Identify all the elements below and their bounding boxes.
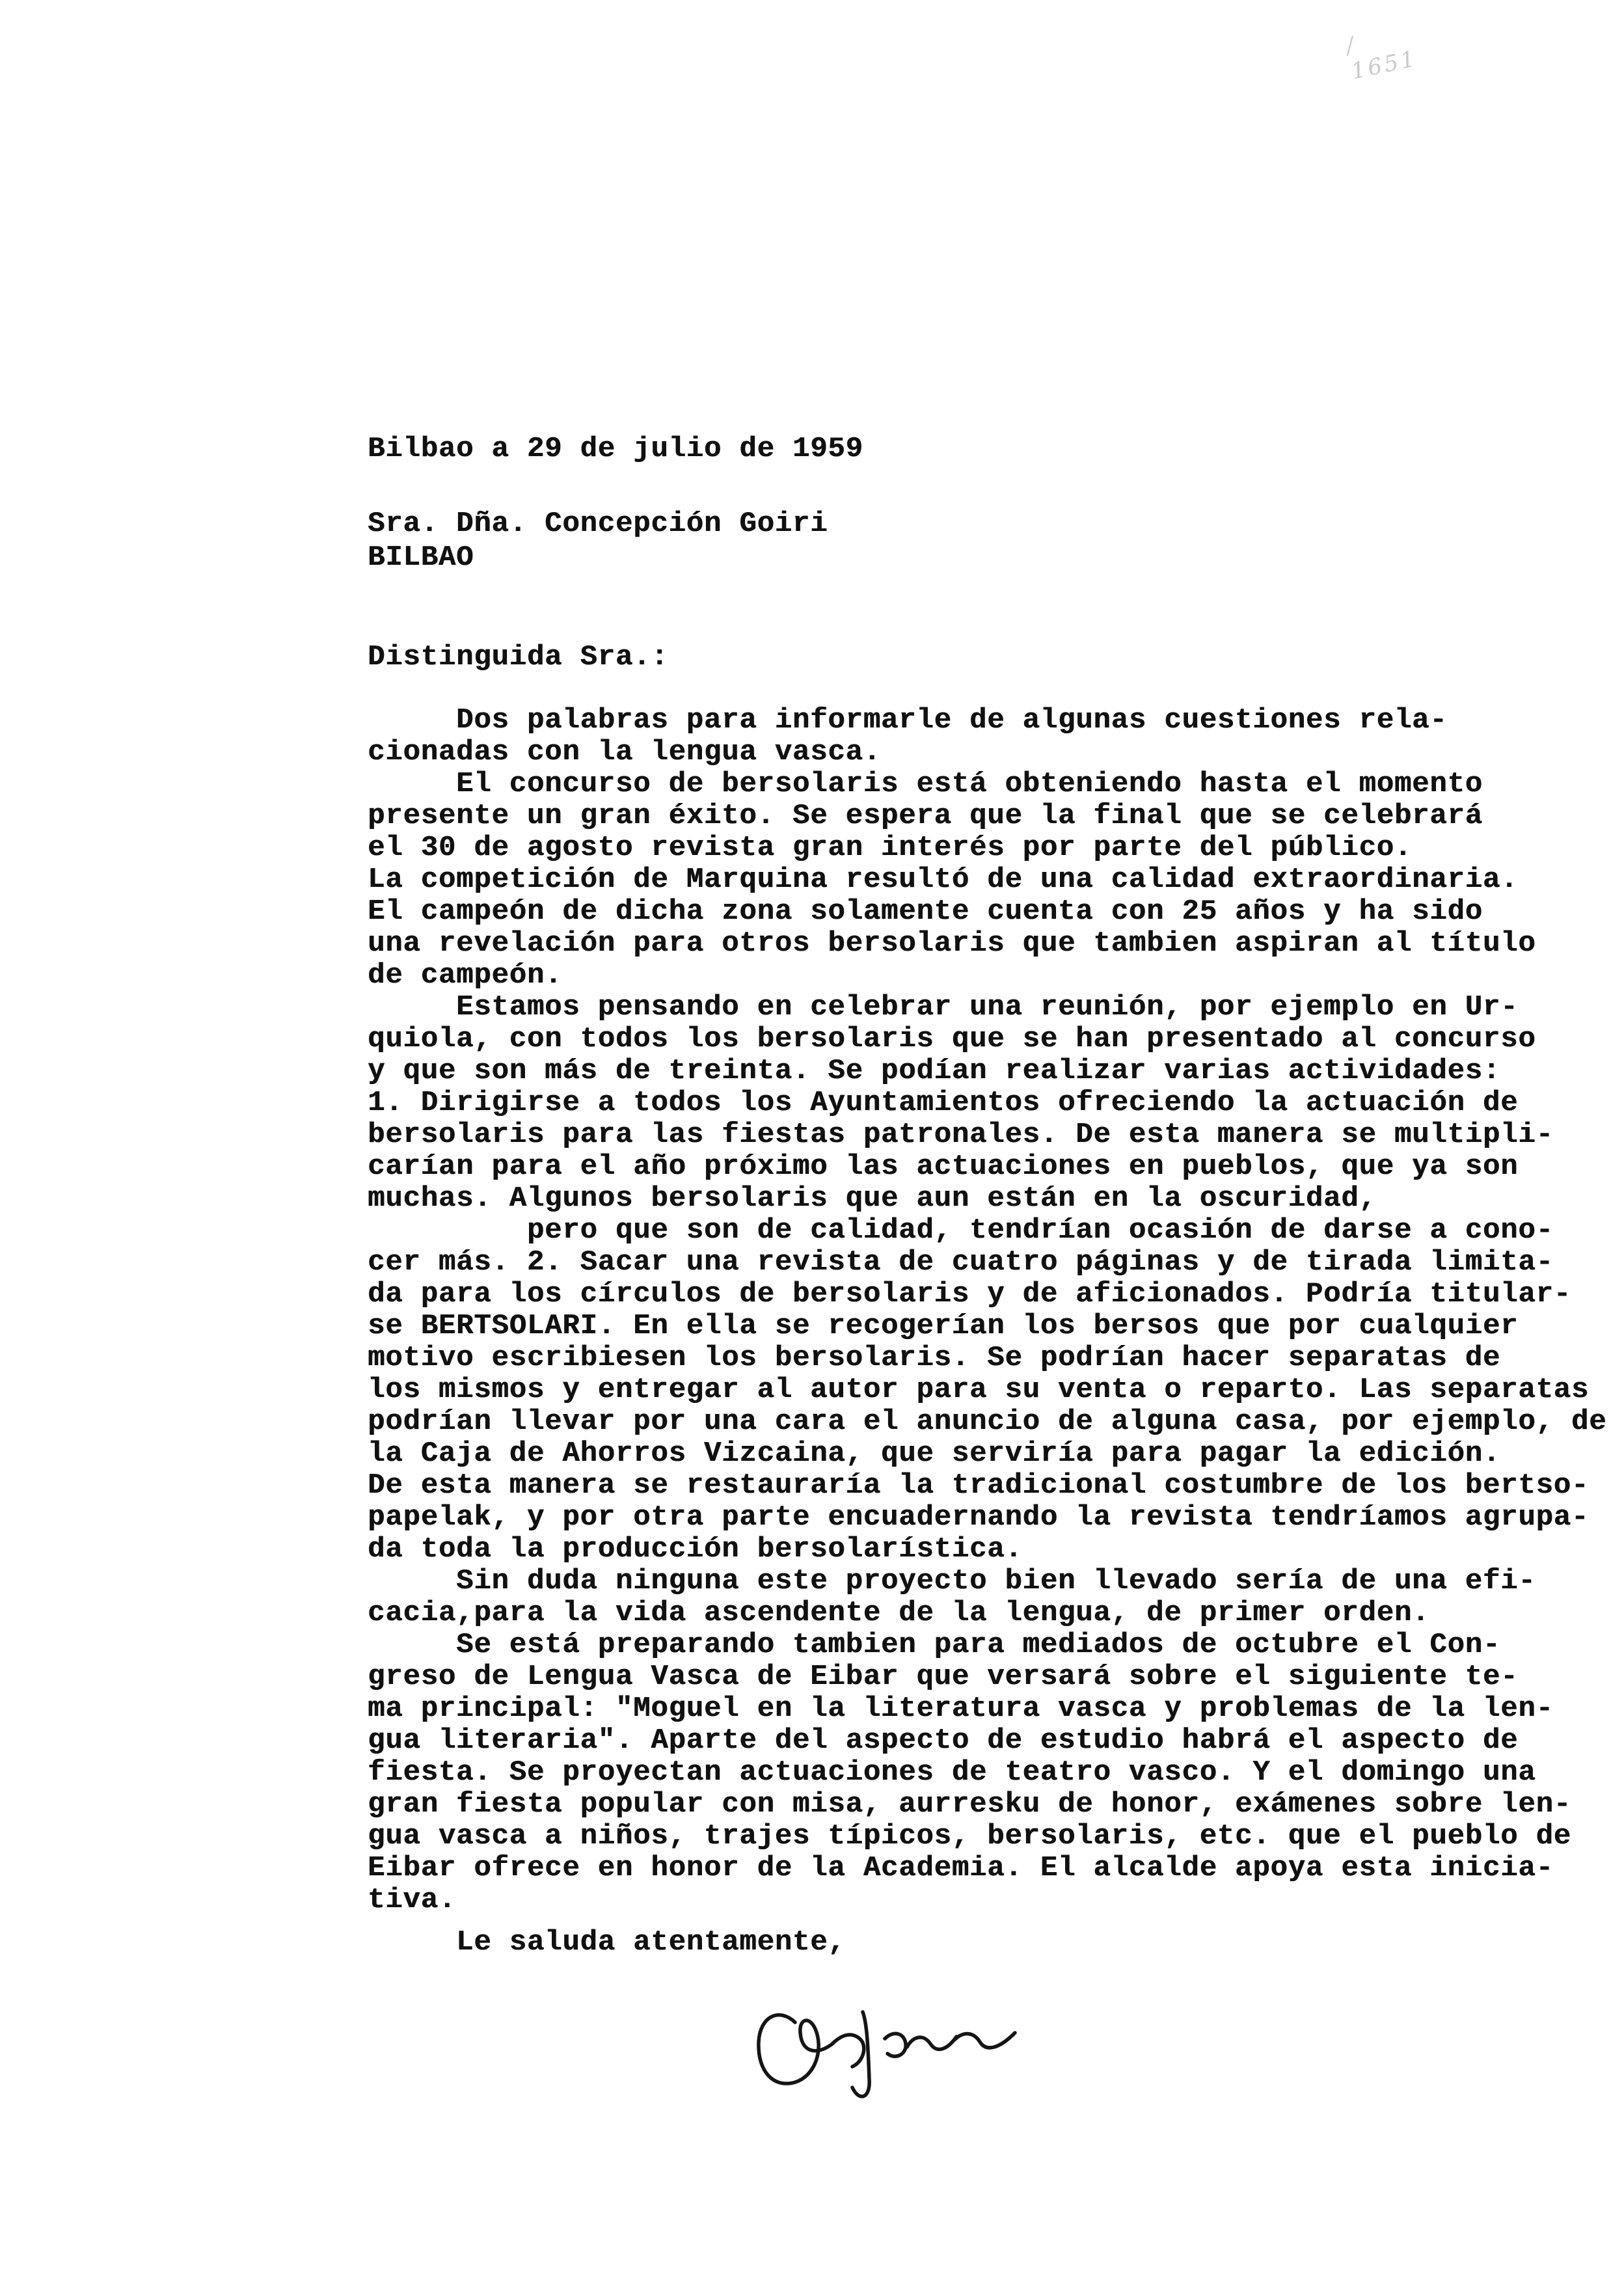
- body-line: la Caja de Ahorros Vizcaina, que serviría para pagar la edición.: [368, 1437, 1501, 1470]
- body-line: se BERTSOLARI. En ella se recogerían los bersos que por cualquier: [368, 1310, 1519, 1342]
- body-line: carían para el año próximo las actuaciones en pueblos, que ya son: [368, 1150, 1519, 1183]
- body-line: Se está preparando tambien para mediados de octubre el Con-: [368, 1629, 1501, 1661]
- recipient-name: Sra. Dña. Concepción Goiri: [368, 508, 828, 540]
- signature-image: [748, 1985, 1028, 2108]
- body-line: El campeón de dicha zona solamente cuenta con 25 años y ha sido: [368, 895, 1483, 928]
- body-line: fiesta. Se proyectan actuaciones de teatro vasco. Y el domingo una: [368, 1756, 1536, 1789]
- body-line: podrían llevar por una cara el anuncio de alguna casa, por ejemplo, de: [368, 1406, 1607, 1438]
- body-line: cionadas con la lengua vasca.: [368, 736, 881, 768]
- body-line: bersolaris para las fiestas patronales. De esta manera se multipli-: [368, 1119, 1554, 1151]
- date-line: Bilbao a 29 de julio de 1959: [368, 433, 863, 465]
- body-line: El concurso de bersolaris está obteniendo hasta el momento: [368, 768, 1483, 800]
- salutation: Distinguida Sra.:: [368, 641, 669, 673]
- body-line: da para los círculos de bersolaris y de aficionados. Podría titular-: [368, 1278, 1571, 1311]
- body-line: greso de Lengua Vasca de Eibar que versará sobre el siguiente te-: [368, 1661, 1519, 1693]
- body-line: muchas. Algunos bersolaris que aun están en la oscuridad,: [368, 1182, 1377, 1215]
- body-line: los mismos y entregar al autor para su venta o reparto. Las separatas: [368, 1374, 1590, 1406]
- body-line: gran fiesta popular con misa, aurresku de honor, exámenes sobre len-: [368, 1788, 1571, 1821]
- body-line: 1. Dirigirse a todos los Ayuntamientos ofreciendo la actuación de: [368, 1087, 1519, 1119]
- body-line: presente un gran éxito. Se espera que la final que se celebrará: [368, 800, 1483, 832]
- archive-number-mark: / 1651: [1343, 31, 1420, 85]
- body-line: Estamos pensando en celebrar una reunión, por ejemplo en Ur-: [368, 991, 1519, 1024]
- body-line: quiola, con todos los bersolaris que se han presentado al concurso: [368, 1023, 1536, 1055]
- body-line: gua vasca a niños, trajes típicos, bersolaris, etc. que el pueblo de: [368, 1820, 1571, 1853]
- body-line: una revelación para otros bersolaris que tambien aspiran al título: [368, 927, 1536, 960]
- body-line: el 30 de agosto revista gran interés por parte del público.: [368, 832, 1413, 864]
- body-line: Eibar ofrece en honor de la Academia. El alcalde apoya esta inicia-: [368, 1852, 1554, 1884]
- body-line: Sin duda ninguna este proyecto bien llevado sería de una efi-: [368, 1565, 1536, 1597]
- body-line: De esta manera se restauraría la tradicional costumbre de los bertso-: [368, 1469, 1590, 1502]
- body-line: pero que son de calidad, tendrían ocasión de darse a cono-: [368, 1214, 1554, 1247]
- closing: Le saluda atentamente,: [368, 1926, 846, 1959]
- recipient-city: BILBAO: [368, 541, 474, 574]
- body-line: Dos palabras para informarle de algunas cuestiones rela-: [368, 704, 1448, 737]
- body-line: papelak, y por otra parte encuadernando la revista tendríamos agrupa-: [368, 1501, 1590, 1534]
- body-line: ma principal: "Moguel en la literatura vasca y problemas de la len-: [368, 1692, 1554, 1725]
- body-line: cacia,para la vida ascendente de la lengua, de primer orden.: [368, 1597, 1430, 1629]
- body-line: y que son más de treinta. Se podían realizar varias actividades:: [368, 1055, 1501, 1087]
- body-line: motivo escribiesen los bersolaris. Se podrían hacer separatas de: [368, 1342, 1501, 1374]
- body-line: tiva.: [368, 1884, 457, 1916]
- body-line: da toda la producción bersolarística.: [368, 1533, 1023, 1566]
- body-line: La competición de Marquina resultó de una calidad extraordinaria.: [368, 863, 1519, 896]
- body-line: de campeón.: [368, 959, 563, 992]
- body-line: gua literaria". Aparte del aspecto de estudio habrá el aspecto de: [368, 1724, 1519, 1757]
- body-line: cer más. 2. Sacar una revista de cuatro páginas y de tirada limita-: [368, 1246, 1554, 1279]
